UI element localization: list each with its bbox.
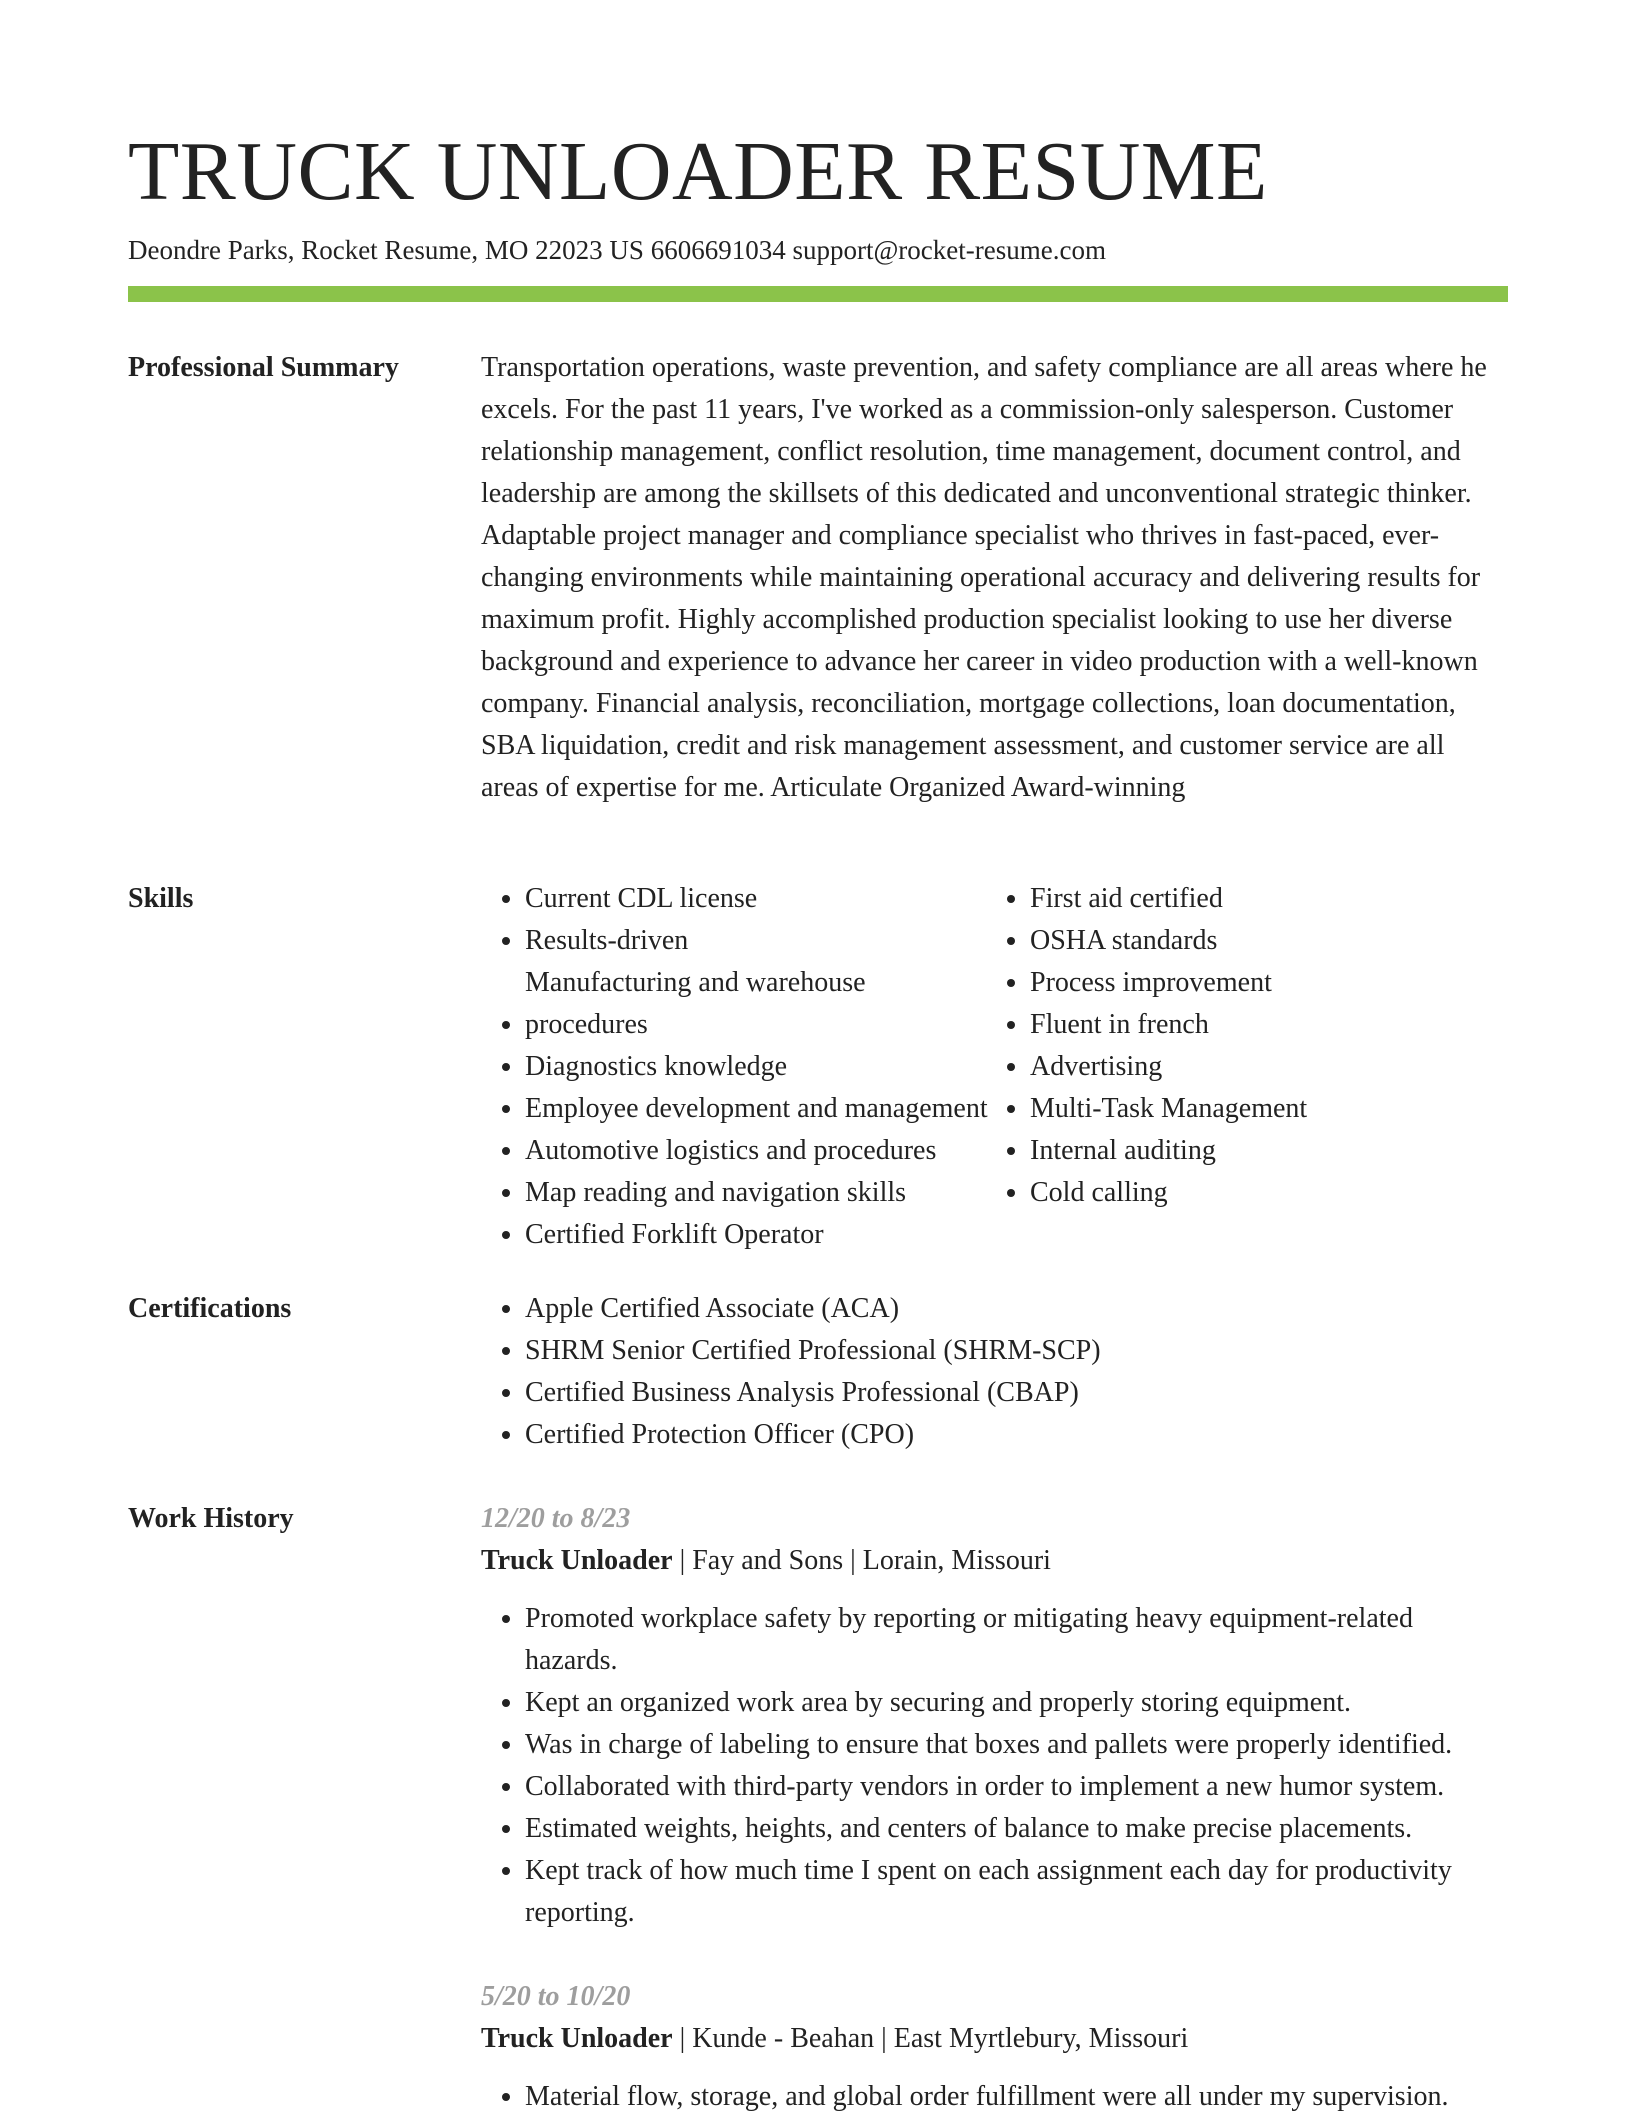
section-label-summary: Professional Summary xyxy=(128,352,399,383)
job-bullet: • Kept track of how much time I spent on each assignment each day for productivity reporting. xyxy=(525,1850,1508,1934)
skills-list-right xyxy=(986,878,1550,1214)
skill-item: • Process improvement xyxy=(1030,962,1550,1004)
skill-item: • Cold calling xyxy=(1030,1172,1550,1214)
summary-text: Transportation operations, waste prevention, and safety compliance are all areas where he excels. For the past 11 years, I've worked as a commission-only salesperson. Customer relationship management, conflict resolution, time management, document control, and leadership are among the skillsets of this dedicated and unconventional strategic thinker. Adaptable project manager and compliance specialist who thrives in fast-paced, ever-changing environments while maintaining operational accuracy and delivering results for maximum profit. Highly accomplished production specialist looking to use her diverse background and experience to advance her career in video production with a well-known company. Financial analysis, reconciliation, mortgage collections, loan documentation, SBA liquidation, credit and risk management assessment, and customer service are all areas of expertise for me. Articulate Organized Award-winning xyxy=(481,352,1487,803)
header-divider xyxy=(128,286,1508,302)
work-history-content xyxy=(481,1498,1508,2118)
job-bullet: • Collaborated with third-party vendors in order to implement a new humor system. xyxy=(525,1766,1508,1808)
job-heading xyxy=(481,1540,1508,1582)
certification-item: • Certified Protection Officer (CPO) xyxy=(525,1414,1508,1456)
job-bullet: • Promoted workplace safety by reporting or mitigating heavy equipment-related hazards. xyxy=(525,1598,1508,1682)
section-label-skills: Skills xyxy=(128,883,194,914)
section-label-certifications: Certifications xyxy=(128,1293,292,1324)
job-entry xyxy=(481,1498,1508,1934)
job-heading xyxy=(481,2018,1508,2060)
job-bullet-list xyxy=(481,1598,1508,1934)
skill-item: • Multi-Task Management xyxy=(1030,1088,1550,1130)
skill-item xyxy=(525,962,1030,1046)
skill-item: • Employee development and management xyxy=(525,1088,1030,1130)
certification-item: • Apple Certified Associate (ACA) xyxy=(525,1288,1508,1330)
job-dates: 12/20 to 8/23 xyxy=(481,1503,631,1534)
resume-title: TRUCK UNLOADER RESUME xyxy=(128,125,1268,218)
summary-content xyxy=(481,347,1508,809)
job-details: | Kunde - Beahan | East Myrtlebury, Missouri xyxy=(672,2023,1189,2054)
skill-item: • Map reading and navigation skills xyxy=(525,1172,1030,1214)
job-bullet: • Was in charge of labeling to ensure that boxes and pallets were properly identified. xyxy=(525,1724,1508,1766)
skill-item: • Automotive logistics and procedures xyxy=(525,1130,1030,1172)
skill-item: • Current CDL license xyxy=(525,878,1030,920)
job-bullet: • Estimated weights, heights, and centers of balance to make precise placements. xyxy=(525,1808,1508,1850)
skill-item: • First aid certified xyxy=(1030,878,1550,920)
job-bullet: • Material flow, storage, and global order fulfillment were all under my supervision. xyxy=(525,2076,1508,2118)
contact-line: Deondre Parks, Rocket Resume, MO 22023 US 6606691034 support@rocket-resume.com xyxy=(128,235,1106,265)
skill-item: • OSHA standards xyxy=(1030,920,1550,962)
skill-item: • Certified Forklift Operator xyxy=(525,1214,1030,1256)
job-details: | Fay and Sons | Lorain, Missouri xyxy=(672,1545,1051,1576)
certifications-list xyxy=(481,1288,1508,1456)
job-entry xyxy=(481,1976,1508,2118)
skill-item-line: Manufacturing and warehouse procedures xyxy=(525,967,866,1040)
section-label-work-history: Work History xyxy=(128,1503,294,1534)
skill-item: • Internal auditing xyxy=(1030,1130,1550,1172)
skill-item: • Diagnostics knowledge xyxy=(525,1046,1030,1088)
job-bullet: • Kept an organized work area by securing and properly storing equipment. xyxy=(525,1682,1508,1724)
job-role: Truck Unloader xyxy=(481,2023,673,2054)
job-role: Truck Unloader xyxy=(481,1545,673,1576)
skills-content xyxy=(481,878,1508,1256)
certifications-content xyxy=(481,1288,1508,1456)
skills-list-left xyxy=(481,878,1030,1256)
skill-item: • Fluent in french xyxy=(1030,1004,1550,1046)
skill-item: • Advertising xyxy=(1030,1046,1550,1088)
certification-item: • SHRM Senior Certified Professional (SHRM-SCP) xyxy=(525,1330,1508,1372)
job-dates: 5/20 to 10/20 xyxy=(481,1981,631,2012)
skills-columns xyxy=(481,878,1508,1256)
skill-item: • Results-driven xyxy=(525,920,1030,962)
certification-item: • Certified Business Analysis Professional (CBAP) xyxy=(525,1372,1508,1414)
